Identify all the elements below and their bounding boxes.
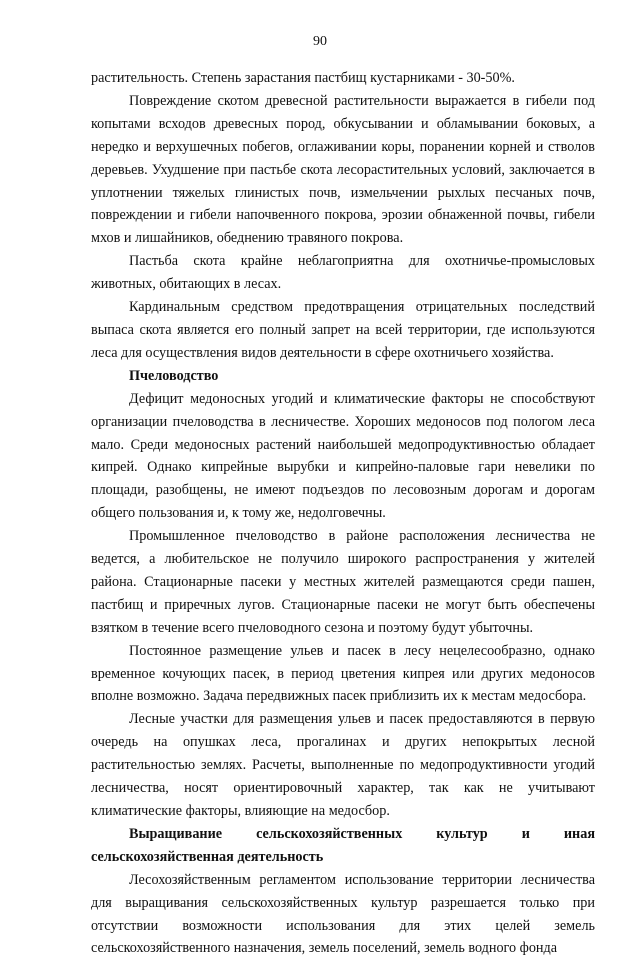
paragraph: Лесохозяйственным регламентом использование территории лесничества для выращивания сельскохозяйственных культур разрешается только при отсутствии возможности использования для этих целей земель сельскохозяйственного назначения, земель поселений, земель водного фонда [91, 871, 595, 957]
section-heading-agriculture: Выращивание сельскохозяйственных культур и иная сельскохозяйственная деятельность [91, 825, 595, 865]
document-body [91, 67, 595, 960]
paragraph: Постоянное размещение ульев и пасек в лесу нецелесообразно, однако временное кочующих пасек, в период цветения кипрея или других медоносов вполне возможно. Задача передвижных пасек приблизить их к местам медосбора. [91, 642, 595, 705]
paragraph: Повреждение скотом древесной растительности выражается в гибели под копытами всходов древесных пород, обкусывании и обламывании боковых, а нередко и верхушечных побегов, оглаживании коры, поранении корней и стволов деревьев. Ухудшение при пастьбе скота лесорастительных условий, заключается в уплотнении тяжелых глинистых почв, измельчении рыхлых песчаных почв, повреждении и гибели напочвенного покрова, эрозии обнаженной почвы, гибели мхов и лишайников, обеднению травяного покрова. [91, 92, 595, 247]
paragraph: Промышленное пчеловодство в районе расположения лесничества не ведется, а любительское не получило широкого распространения у жителей района. Стационарные пасеки у местных жителей размещаются среди пашен, пастбищ и приречных лугов. Стационарные пасеки не могут быть обеспечены взятком в течение всего пчеловодного сезона и поэтому будут убыточны. [91, 528, 595, 636]
paragraph: растительность. Степень зарастания пастбищ кустарниками - 30-50%. [91, 70, 515, 86]
paragraph: Дефицит медоносных угодий и климатические факторы не способствуют организации пчеловодства в лесничестве. Хороших медоносов под пологом леса мало. Среди медоносных растений наибольшей медопродуктивностью обладает кипрей. Однако кипрейные вырубки и кипрейно-паловые гари невелики по площади, разобщены, не имеют подъездов по лесовозным дорогам и дорогам общего пользования и, к тому же, недолговечны. [91, 390, 595, 522]
paragraph: Лесные участки для размещения ульев и пасек предоставляются в первую очередь на опушках леса, прогалинах и других непокрытых лесной растительностью землях. Расчеты, выполненные по медопродуктивности угодий лесничества, носят ориентировочный характер, так как не учитывают климатические факторы, влияющие на медосбор. [91, 711, 595, 819]
section-heading-beekeeping: Пчеловодство [129, 367, 219, 384]
paragraph: Кардинальным средством предотвращения отрицательных последствий выпаса скота является его полный запрет на всей территории, где используются леса для осуществления видов деятельности в сфере охотничьего хозяйства. [91, 299, 595, 361]
page-number: 90 [313, 34, 327, 49]
paragraph: Пастьба скота крайне неблагоприятна для охотничье-промысловых животных, обитающих в лесах. [91, 253, 595, 293]
